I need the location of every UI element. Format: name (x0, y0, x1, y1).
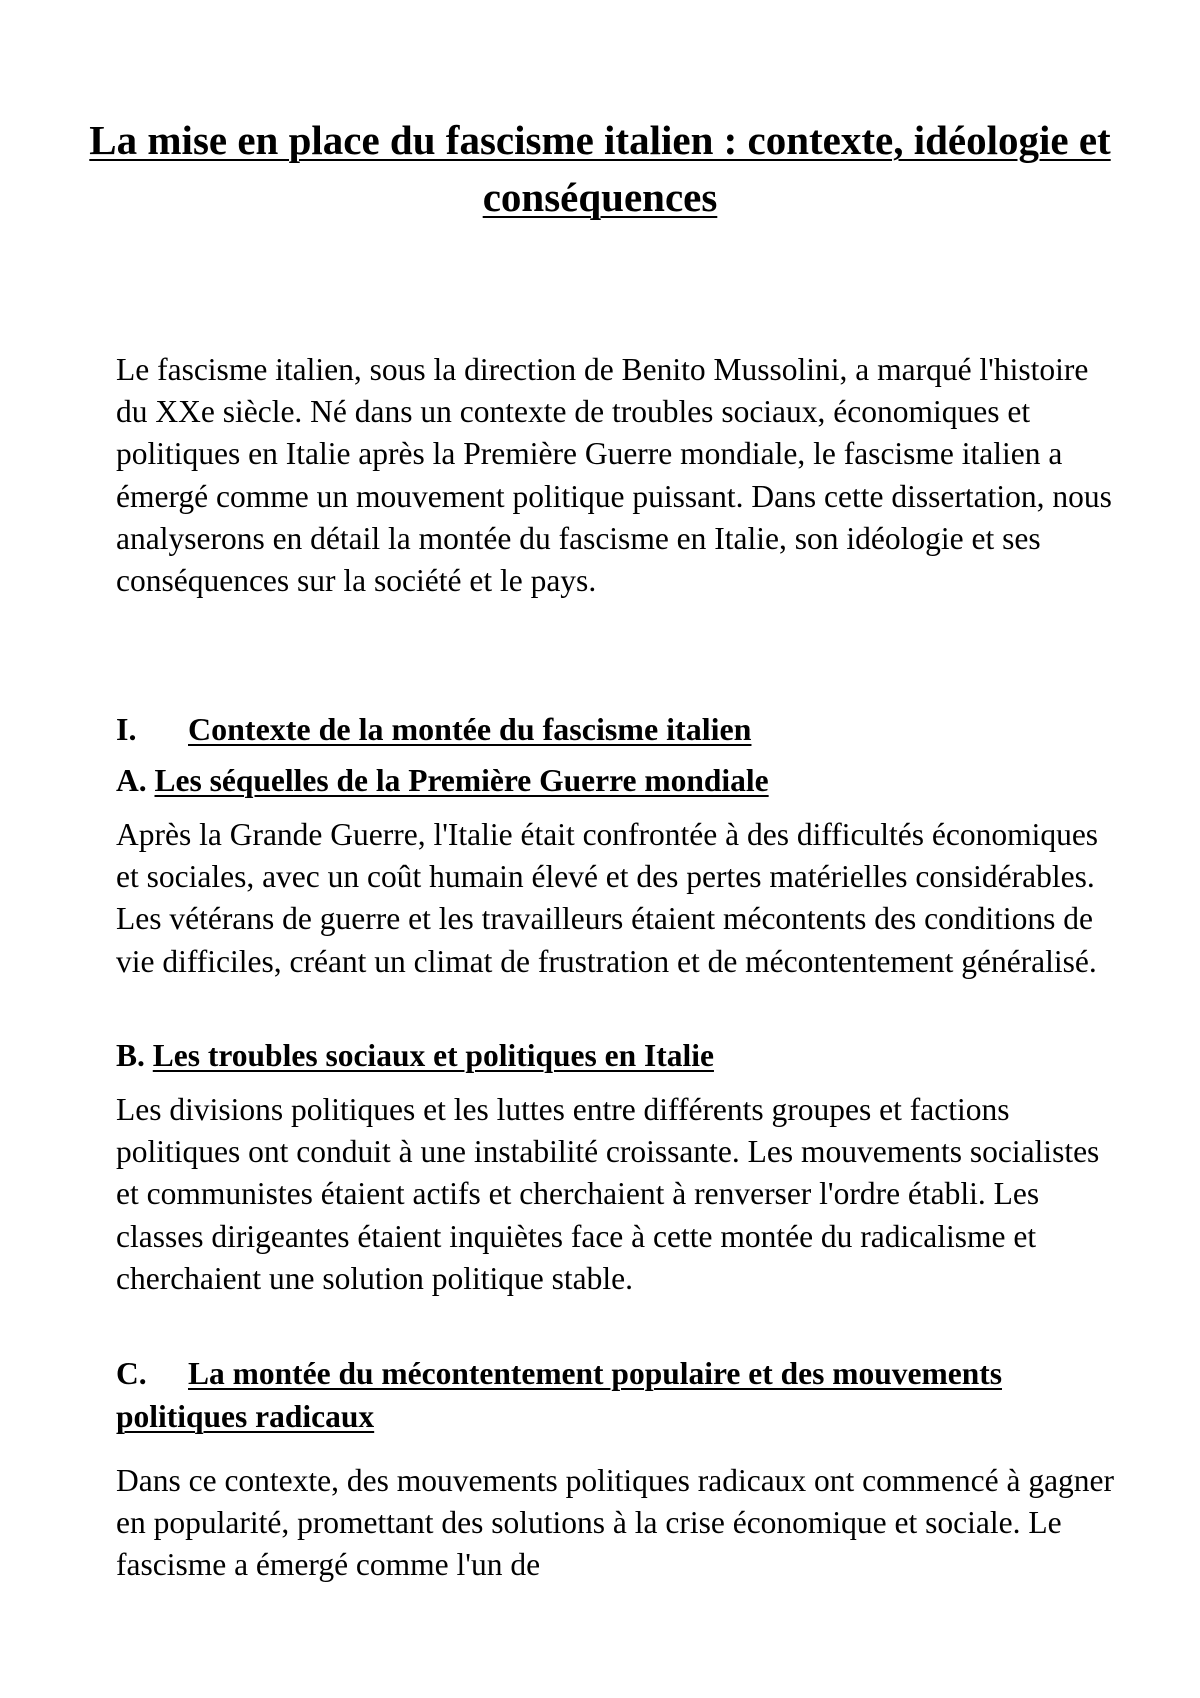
subsection-c-paragraph: Dans ce contexte, des mouvements politiques radicaux ont commencé à gagner en popularité, promettant des solutions à la crise économique et sociale. Le fascisme a émergé comme l'un de (116, 1463, 1115, 1583)
subsection-b-heading (116, 1035, 714, 1077)
subsection-a-heading (116, 760, 769, 802)
intro-paragraph: Le fascisme italien, sous la direction de Benito Mussolini, a marqué l'histoire du XXe siècle. Né dans un contexte de troubles sociaux, économiques et politiques en Italie après la Première Guerre mondiale, le fascisme italien a émergé comme un mouvement politique puissant. Dans cette dissertation, nous analyserons en détail la montée du fascisme en Italie, son idéologie et ses conséquences sur la société et le pays. (116, 352, 1112, 599)
subsection-a-paragraph: Après la Grande Guerre, l'Italie était confrontée à des difficultés économiques et sociales, avec un coût humain élevé et des pertes matérielles considérables. Les vétérans de guerre et les travailleurs étaient mécontents des conditions de vie difficiles, créant un climat de frustration et de mécontentement généralisé. (116, 817, 1099, 979)
document-title: La mise en place du fascisme italien : contexte, idéologie et conséquences (89, 117, 1111, 220)
section-1-number: I. (116, 711, 137, 747)
subsection-b-letter: B. (116, 1038, 145, 1073)
subsection-c-letter: C. (116, 1356, 147, 1391)
section-1-title: Contexte de la montée du fascisme italien (188, 711, 752, 747)
subsection-b-paragraph: Les divisions politiques et les luttes entre différents groupes et factions politiques ont conduit à une instabilité croissante. Les mouvements socialistes et communistes étaient actifs et cherchaient à renverser l'ordre établi. Les classes dirigeantes étaient inquiètes face à cette montée du radicalisme et cherchaient une solution politique stable. (116, 1092, 1100, 1296)
subsection-a-title: Les séquelles de la Première Guerre mondiale (154, 763, 769, 798)
subsection-c-title: La montée du mécontentement populaire et des mouvements politiques radicaux (116, 1356, 1002, 1434)
section-1-heading (116, 708, 751, 750)
subsection-a-letter: A. (116, 763, 147, 798)
subsection-b-title: Les troubles sociaux et politiques en Italie (152, 1038, 714, 1073)
subsection-c-heading (116, 1353, 1116, 1438)
